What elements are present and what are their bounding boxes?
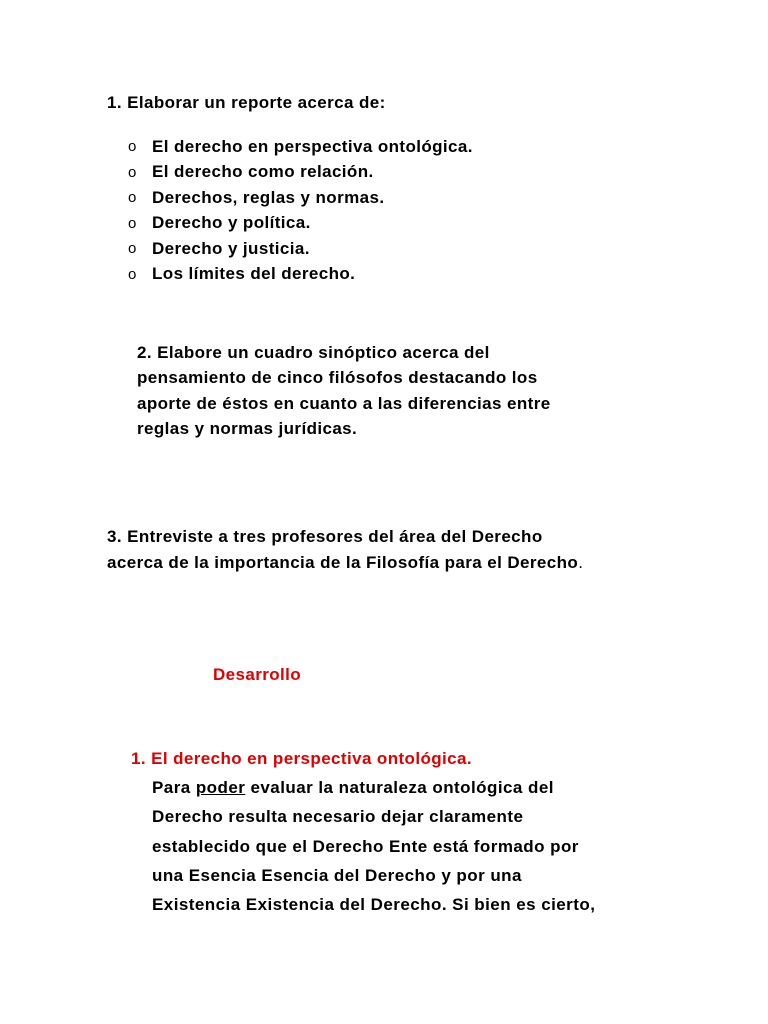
body-line-prefix: Para: [152, 778, 196, 797]
body-line: establecido que el Derecho Ente está formado por: [152, 836, 579, 856]
question-2-line: reglas y normas jurídicas.: [137, 418, 358, 438]
question-3-line-text: acerca de la importancia de la Filosofía para el Derecho: [107, 552, 579, 572]
list-item-text: El derecho como relación.: [152, 162, 374, 182]
bullet-circle-icon: o: [128, 265, 137, 283]
list-item: [128, 236, 473, 262]
question-2-line: 2. Elabore un cuadro sinóptico acerca del: [137, 343, 490, 362]
question-3-line: [107, 550, 583, 576]
list-item: [128, 134, 473, 160]
list-item-text: Los límites del derecho.: [152, 264, 356, 284]
question-3-trailing-period: .: [578, 552, 584, 572]
question-2-paragraph: [137, 340, 551, 441]
body-line: [152, 773, 595, 802]
question-1-title: 1. Elaborar un reporte acerca de:: [107, 93, 386, 112]
bullet-circle-icon: o: [128, 214, 137, 232]
question-3-paragraph: [107, 524, 583, 575]
question-2-line: aporte de éstos en cuanto a las diferencias entre: [137, 393, 551, 413]
question-1-bullet-list: [128, 134, 473, 287]
question-3-line: 3. Entreviste a tres profesores del área del Derecho: [107, 527, 543, 546]
list-item: [128, 185, 473, 211]
list-item: [128, 211, 473, 237]
list-item-text: Derecho y justicia.: [152, 238, 310, 258]
section-1-body: [152, 773, 595, 919]
body-line: una Esencia Esencia del Derecho y por una: [152, 865, 522, 885]
body-line: Existencia Existencia del Derecho. Si bien es cierto,: [152, 895, 596, 915]
body-line-suffix: evaluar la naturaleza ontológica del: [245, 778, 554, 797]
body-line: Derecho resulta necesario dejar claramente: [152, 807, 524, 827]
desarrollo-heading: Desarrollo: [213, 665, 302, 684]
list-item-text: El derecho en perspectiva ontológica.: [152, 136, 473, 156]
bullet-circle-icon: o: [128, 189, 137, 207]
bullet-circle-icon: o: [128, 138, 137, 156]
section-1-heading: 1. El derecho en perspectiva ontológica.: [131, 749, 472, 768]
list-item: [128, 262, 473, 288]
bullet-circle-icon: o: [128, 240, 137, 258]
list-item-text: Derechos, reglas y normas.: [152, 187, 385, 207]
question-2-line: pensamiento de cinco filósofos destacando los: [137, 368, 538, 388]
underlined-word: poder: [195, 778, 246, 797]
bullet-circle-icon: o: [128, 163, 137, 181]
list-item: [128, 160, 473, 186]
list-item-text: Derecho y política.: [152, 213, 311, 233]
